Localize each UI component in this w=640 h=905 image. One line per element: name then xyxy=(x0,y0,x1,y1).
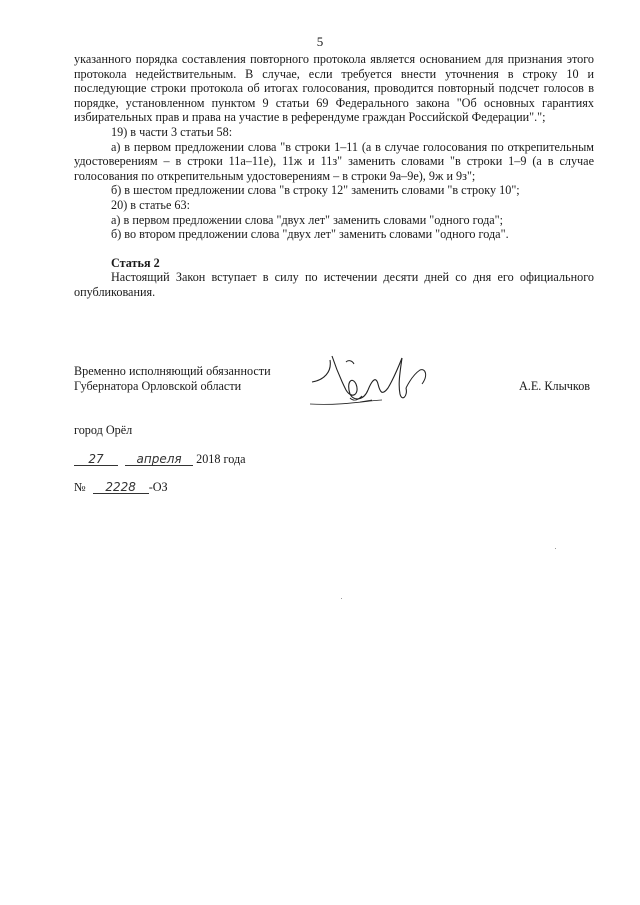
date-month-field xyxy=(125,454,193,466)
city-line: город Орёл xyxy=(74,423,133,437)
scan-speck xyxy=(555,548,556,549)
law-number-prefix: № xyxy=(74,480,86,494)
signatory-title-line2: Губернатора Орловской области xyxy=(74,379,242,393)
article-2-heading: Статья 2 xyxy=(111,255,160,270)
paragraph-item-20a: а) в первом предложении слова "двух лет" заменить словами "одного года"; xyxy=(111,212,504,227)
page-number: 5 xyxy=(316,34,324,49)
signatory-name: А.Е. Клычков xyxy=(519,379,591,393)
paragraph-item-19b: б) в шестом предложении слова "в строку 12" заменить словами "в строку 10"; xyxy=(111,183,520,198)
law-number-suffix: -ОЗ xyxy=(148,480,168,494)
date-line xyxy=(74,452,246,467)
paragraph-item-19: 19) в части 3 статьи 58: xyxy=(111,124,233,139)
law-number-value: 2228 xyxy=(105,480,136,494)
date-year: 2018 года xyxy=(196,452,246,466)
scan-speck xyxy=(341,598,342,599)
date-day-field xyxy=(74,454,118,466)
paragraph-item-20b: б) во втором предложении слова "двух лет" заменить словами "одного года". xyxy=(111,227,509,242)
law-number-line xyxy=(74,480,168,495)
paragraph-continuation: указанного порядка составления повторного протокола является основанием для признания этого протокола недействительным. В случае, если требуется внести уточнения в строку 10 и последующие строки протокола об итогах голосования, проводится повторный подсчет голосов в порядке, установленном пунктом 9 статьи 69 Федерального закона "Об основных гарантиях избирательных прав и права на участие в референдуме граждан Российской Федерации"."; xyxy=(74,52,594,125)
signatory-title-line1: Временно исполняющий обязанности xyxy=(74,364,271,378)
law-number-field xyxy=(93,482,149,494)
date-day: 27 xyxy=(88,452,104,466)
signature-block xyxy=(74,364,594,394)
document-body xyxy=(74,52,594,300)
article-2-text: Настоящий Закон вступает в силу по истечении десяти дней со дня его официального опубликования. xyxy=(74,270,594,299)
date-month: апреля xyxy=(136,452,182,466)
paragraph-item-19a: а) в первом предложении слова "в строки 1–11 (а в случае голосования по открепительным удостоверениям – в строки 11а–11е), 11ж и 11з" заменить словами "в строки 1–9 (а в случае голосования по открепительным удостоверениям – в строки 9а–9е), 9ж и 9з"; xyxy=(74,139,594,183)
handwritten-signature xyxy=(302,350,442,412)
paragraph-item-20: 20) в статье 63: xyxy=(111,197,190,212)
